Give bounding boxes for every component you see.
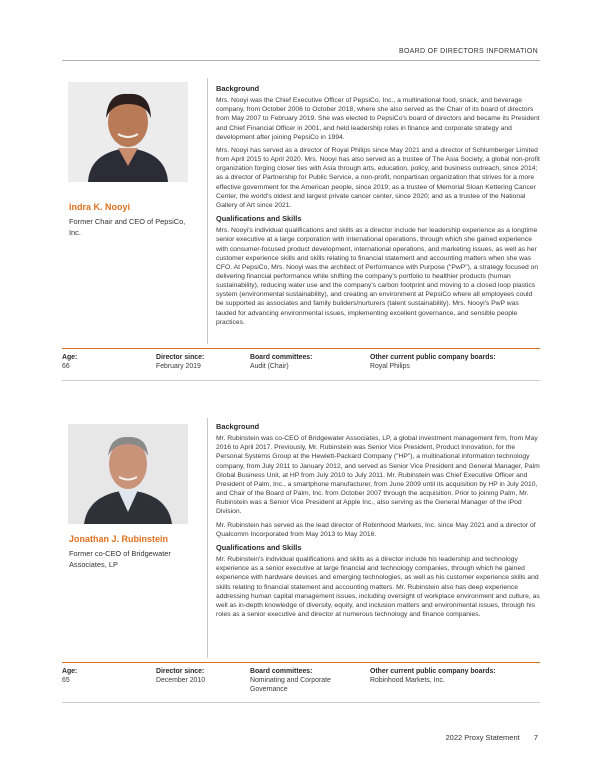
committees-field: [250, 667, 358, 694]
background-paragraph: Mrs. Nooyi was the Chief Executive Officer of PepsiCo, Inc., a multinational food, snack, and beverage company, from October 2006 to October 2018, where she also served as the Chair of its board of directors from May 2007 to February 2019. She was elected to PepsiCo's board of directors and became its President and Chief Financial Officer in 2001, and held leadership roles in finance and corporate strategy and development after joining PepsiCo in 1994.: [216, 97, 540, 141]
section-header: BOARD OF DIRECTORS INFORMATION: [398, 48, 538, 55]
qualifications-heading: Qualifications and Skills: [216, 214, 302, 224]
director-profile-rubinstein: [62, 418, 540, 708]
qualifications-heading: Qualifications and Skills: [216, 542, 302, 552]
director-since-value: February 2019: [156, 363, 201, 370]
qualifications-paragraph: Mrs. Nooyi's individual qualifications and skills as a director include her leadership experience as a longtime senior executive at a large corporation with international operations, through which she gained experience with consumer-focused product development, international operations, and marketing issues, as well as her customer experience skills and skills relating to financial statement and accounting matters when she was CFO. At PepsiCo, Mrs. Nooyi was the architect of Performance with Purpose ("PwP"), a strategy focused on delivering financial performance while shifting the company's portfolio to healthier products (human sustainability), reducing water use and the company's carbon footprint and moving to a closed loop plastics system (environmental sustainability), and creating an environment at PepsiCo where all employees could be supported as associates and family builders/nurturers (talent sustainability). Mrs. Nooyi's PwP was lauded for advancing environmental issues, implementing excellent governance, and sensible people practices.: [216, 227, 539, 326]
background-paragraph: Mr. Rubinstein was co-CEO of Bridgewater Associates, LP, a global investment management firm, from May 2016 to April 2017. Previously, Mr. Rubinstein was Senior Vice President, Product Innovation, for the Personal Systems Group at the Hewlett-Packard Company ("HP"), a multinational information technology company, from July 2011 to January 2012, and served as Senior Vice President and General Manager, Palm Global Business Unit, at HP from July 2010 to July 2011. Mr. Rubinstein was Chief Executive Officer and President of Palm, Inc., a smartphone manufacturer, from June 2009 until its acquisition by HP in July 2010, and Chair of the Board of Palm, Inc. from October 2007 through the acquisition. Prior to joining Palm, Mr. Rubinstein was a Senior Vice President at Apple Inc., also serving as the General Manager of the iPod Division.: [216, 435, 540, 516]
director-since-label: Director since:: [156, 668, 205, 675]
other-boards-label: Other current public company boards:: [370, 668, 496, 675]
age-label: Age:: [62, 354, 78, 361]
meta-divider: [62, 348, 540, 349]
director-role: Former Chair and CEO of PepsiCo, Inc.: [69, 217, 186, 237]
qualifications-paragraph: Mr. Rubinstein's individual qualifications and skills as a director include his leadership and technology experience as a senior executive at large financial and technology companies, through which he gained experience with hardware devices and emerging technologies, as well as his customer experience skills and skills relating to financial statement and accounting matters. Mr. Rubinstein also has deep experience addressing human capital management issues, including oversight of workplace environment and culture, as well as in-depth knowledge of diversity, equity, and inclusion matters and environmental issues, through his roles as a senior executive and director at numerous technology and finance companies.: [216, 556, 540, 618]
committees-value: Nominating and Corporate Governance: [250, 677, 331, 693]
director-profile-nooyi: [62, 78, 540, 400]
document-title: 2022 Proxy Statement: [445, 733, 520, 742]
director-role: Former co-CEO of Bridgewater Associates, LP: [69, 549, 171, 569]
other-boards-value: Robinhood Markets, Inc.: [370, 677, 445, 684]
director-since-field: [156, 353, 204, 371]
column-divider: [207, 78, 208, 344]
director-since-value: December 2010: [156, 677, 206, 684]
committees-label: Board committees:: [250, 668, 313, 675]
director-name: Jonathan J. Rubinstein: [69, 534, 169, 544]
background-paragraph: Mrs. Nooyi has served as a director of Royal Philips since May 2021 and a director of Schlumberger Limited from April 2015 to April 2020. Mrs. Nooyi has also served as a trustee of The Asia Society, a global non-profit organization forging closer ties with Asia through arts, education, policy, and business outreach, since 2014; as a director of Partnership for Public Service, a non-profit, nonpartisan organization that strives for a more effective government for the American people, since 2019; as a trustee of Memorial Sloan Kettering Cancer Center, the world's oldest and largest private cancer center, since 2020; and as a trustee of the National Gallery of Art since 2021.: [216, 146, 540, 209]
meta-divider: [62, 662, 540, 663]
other-boards-field: [370, 353, 540, 371]
age-field: [62, 353, 77, 371]
director-name: Indra K. Nooyi: [69, 202, 131, 212]
page-number: 7: [533, 733, 538, 742]
committees-value: Audit (Chair): [250, 363, 289, 370]
header-divider: [62, 60, 540, 61]
profile-divider: [62, 380, 540, 381]
director-bio: [216, 84, 540, 331]
committees-label: Board committees:: [250, 354, 313, 361]
committees-field: [250, 353, 360, 371]
director-bio: [216, 422, 540, 623]
background-heading: Background: [216, 422, 260, 431]
column-divider: [207, 418, 208, 658]
director-since-field: [156, 667, 205, 685]
other-boards-label: Other current public company boards:: [370, 354, 496, 361]
director-since-label: Director since:: [156, 354, 205, 361]
other-boards-field: [370, 667, 540, 685]
age-value: 65: [62, 677, 70, 684]
page-footer: [446, 733, 538, 742]
director-photo: [68, 424, 188, 524]
age-value: 66: [62, 363, 70, 370]
background-paragraph: Mr. Rubinstein has served as the lead director of Robinhood Markets, Inc. since May 2021 and a director of Qualcomm Incorporated from May 2013 to May 2016.: [216, 521, 536, 538]
age-field: [62, 667, 77, 685]
other-boards-value: Royal Philips: [370, 363, 410, 370]
age-label: Age:: [62, 668, 78, 675]
background-heading: Background: [216, 84, 260, 93]
director-photo: [68, 82, 188, 182]
profile-divider: [62, 702, 540, 703]
